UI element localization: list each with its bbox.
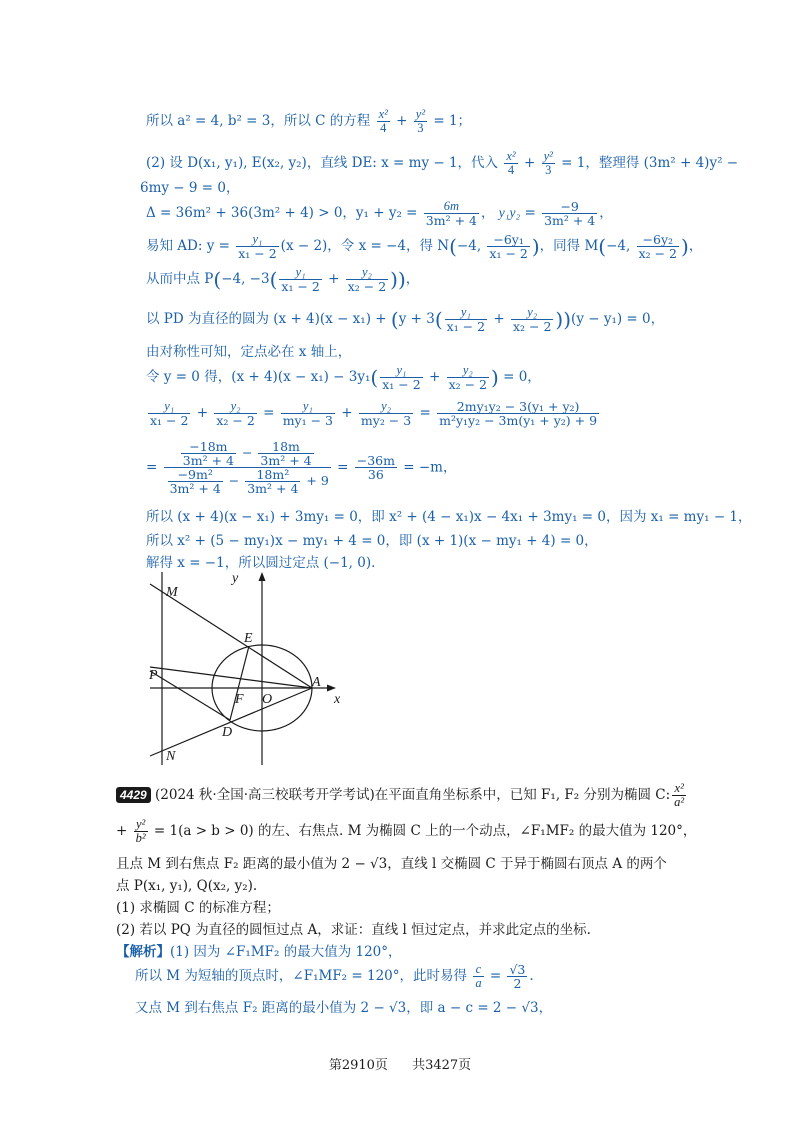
- problem-line-2: + $\frac{\text{y²}}{\text{b²}}$ = 1(a > b > 0) 的左、右焦点. M 为椭圆 C 上的一个动点，∠F₁MF₂ 的最大值为 120°，: [116, 817, 697, 846]
- line-na: [150, 688, 312, 756]
- label-p: P: [149, 668, 158, 683]
- label-d: D: [222, 725, 233, 740]
- solution-line-11: = $\frac{-18m}{\text{3m² + 4}}$ − $\frac{18m}{\text{3m² + 4}}$ $\frac{\text{−9m²}}{\text{3m² + 4}}$ − $\frac{\text{18m²}}{\text{3m² + 4}}$ + 9 = $\frac{-36m}{36}$ = −m，: [146, 439, 457, 497]
- label-e: E: [244, 631, 253, 646]
- problem-line-3: 且点 M 到右焦点 F₂ 距离的最小值为 2 − √3，直线 l 交椭圆 C 于异于椭圆右顶点 A 的两个: [116, 856, 667, 872]
- solution-line-10: $\frac{\text{y₁}}{\text{x₁ − 2}}$ + $\frac{\text{y₂}}{\text{x₂ − 2}}$ = $\frac{\text{y₁}}{\text{my₁ − 3}}$ + $\frac{\text{y₂}}{\text{my₂ − 3}}$ = $\frac{\text{2my₁y₂ − 3(y₁ + y₂)}}{\text{m²y₁y₂ − 3m(y₁ + y₂) + 9}}$: [150, 399, 598, 429]
- page-number: 第2910页: [328, 1058, 388, 1073]
- analysis-line-1: 【解析】(1) 因为 ∠F₁MF₂ 的最大值为 120°，: [116, 944, 402, 960]
- line-pa: [150, 667, 312, 688]
- analysis-line-3: 又点 M 到右焦点 F₂ 距离的最小值为 2 − √3，即 a − c = 2 − √3，: [135, 1000, 553, 1016]
- ellipse-diagram: [140, 570, 350, 770]
- solution-line-9: 令 y = 0 得，(x + 4)(x − x₁) − 3y₁( $\frac{\text{y₁}}{\text{x₁ − 2}}$ + $\frac{\text{y₂}}{\text{x₂ − 2}}$ ) = 0，: [146, 363, 541, 393]
- solution-line-6: 从而中点 P(−4, −3( $\frac{\text{y₁}}{\text{x₁ − 2}}$ + $\frac{\text{y₂}}{\text{x₂ − 2}}$ ))，: [146, 265, 420, 295]
- line-de: [230, 646, 249, 720]
- label-o: O: [262, 692, 273, 707]
- problem-line-5: (1) 求椭圆 C 的标准方程；: [116, 900, 280, 916]
- solution-line-7: 以 PD 为直径的圆为 (x + 4)(x − x₁) + (y + 3( $\frac{\text{y₁}}{\text{x₁ − 2}}$ + $\frac{\text{y₂}}{\text{x₂ − 2}}$ ))(y − y₁) = 0，: [146, 305, 665, 335]
- label-y: y: [232, 571, 239, 586]
- label-m: M: [166, 585, 178, 600]
- problem-number-badge: 4429: [116, 787, 151, 803]
- problem-line-1: 4429 (2024 秋·全国·高三校联考开学考试)在平面直角坐标系中，已知 F₁, F₂ 分别为椭圆 C: $\frac{\text{x²}}{\text{a²}}$: [116, 782, 688, 809]
- y-axis-arrow: [259, 572, 266, 581]
- page-footer: [0, 1054, 800, 1073]
- solution-line-1: 所以 a² = 4, b² = 3，所以 C 的方程 $\frac{\text{x²}}{4}$ + $\frac{\text{y²}}{3}$ = 1；: [146, 107, 472, 136]
- page-total: 共3427页: [412, 1058, 472, 1073]
- label-f: F: [235, 692, 244, 707]
- analysis-line-2: 所以 M 为短轴的顶点时，∠F₁MF₂ = 120°，此时易得 $\frac{c}{a}$ = $\frac{√3}{2}$ .: [135, 962, 534, 992]
- solution-line-8: 由对称性可知，定点必在 x 轴上，: [146, 344, 352, 360]
- solution-line-5: 易知 AD: y = $\frac{\text{y₁}}{\text{x₁ − 2}}$ (x − 2)，令 x = −4，得 N(−4, $\frac{\text{−6y₁}}{\text{x₁ − 2}}$ )，同得 M(−4, $\frac{\text{−6y₂}}{\text{x₂ − 2}}$ )，: [146, 232, 703, 262]
- label-x: x: [334, 692, 341, 707]
- x-axis-arrow: [327, 685, 336, 692]
- analysis-tag: 【解析】: [116, 944, 170, 960]
- solution-line-3: 6my − 9 = 0，: [140, 180, 240, 196]
- label-n: N: [166, 749, 176, 764]
- solution-line-4: Δ = 36m² + 36(3m² + 4) > 0，y₁ + y₂ = $\frac{6m}{\text{3m² + 4}}$ ， y₁y₂ = $\frac{-9}{\text{3m² + 4}}$ ，: [146, 199, 613, 229]
- solution-line-2: (2) 设 D(x₁, y₁), E(x₂, y₂)，直线 DE: x = my − 1，代入 $\frac{\text{x²}}{4}$ + $\frac{\text{y²}}{3}$ = 1，整理得 (3m² + 4)y² −: [146, 149, 739, 178]
- problem-source: (2024 秋·全国·高三校联考开学考试): [155, 787, 375, 804]
- solution-line-12: 所以 (x + 4)(x − x₁) + 3my₁ = 0，即 x² + (4 − x₁)x − 4x₁ + 3my₁ = 0，因为 x₁ = my₁ − 1，: [146, 509, 752, 525]
- solution-line-14: 解得 x = −1，所以圆过定点 (−1, 0).: [146, 555, 376, 571]
- problem-line-6: (2) 若以 PQ 为直径的圆恒过点 A，求证：直线 l 恒过定点，并求此定点的坐标.: [116, 922, 591, 938]
- solution-line-13: 所以 x² + (5 − my₁)x − my₁ + 4 = 0，即 (x + 1)(x − my₁ + 4) = 0，: [146, 533, 598, 549]
- problem-line-4: 点 P(x₁, y₁), Q(x₂, y₂).: [116, 878, 258, 894]
- label-a: A: [312, 675, 321, 690]
